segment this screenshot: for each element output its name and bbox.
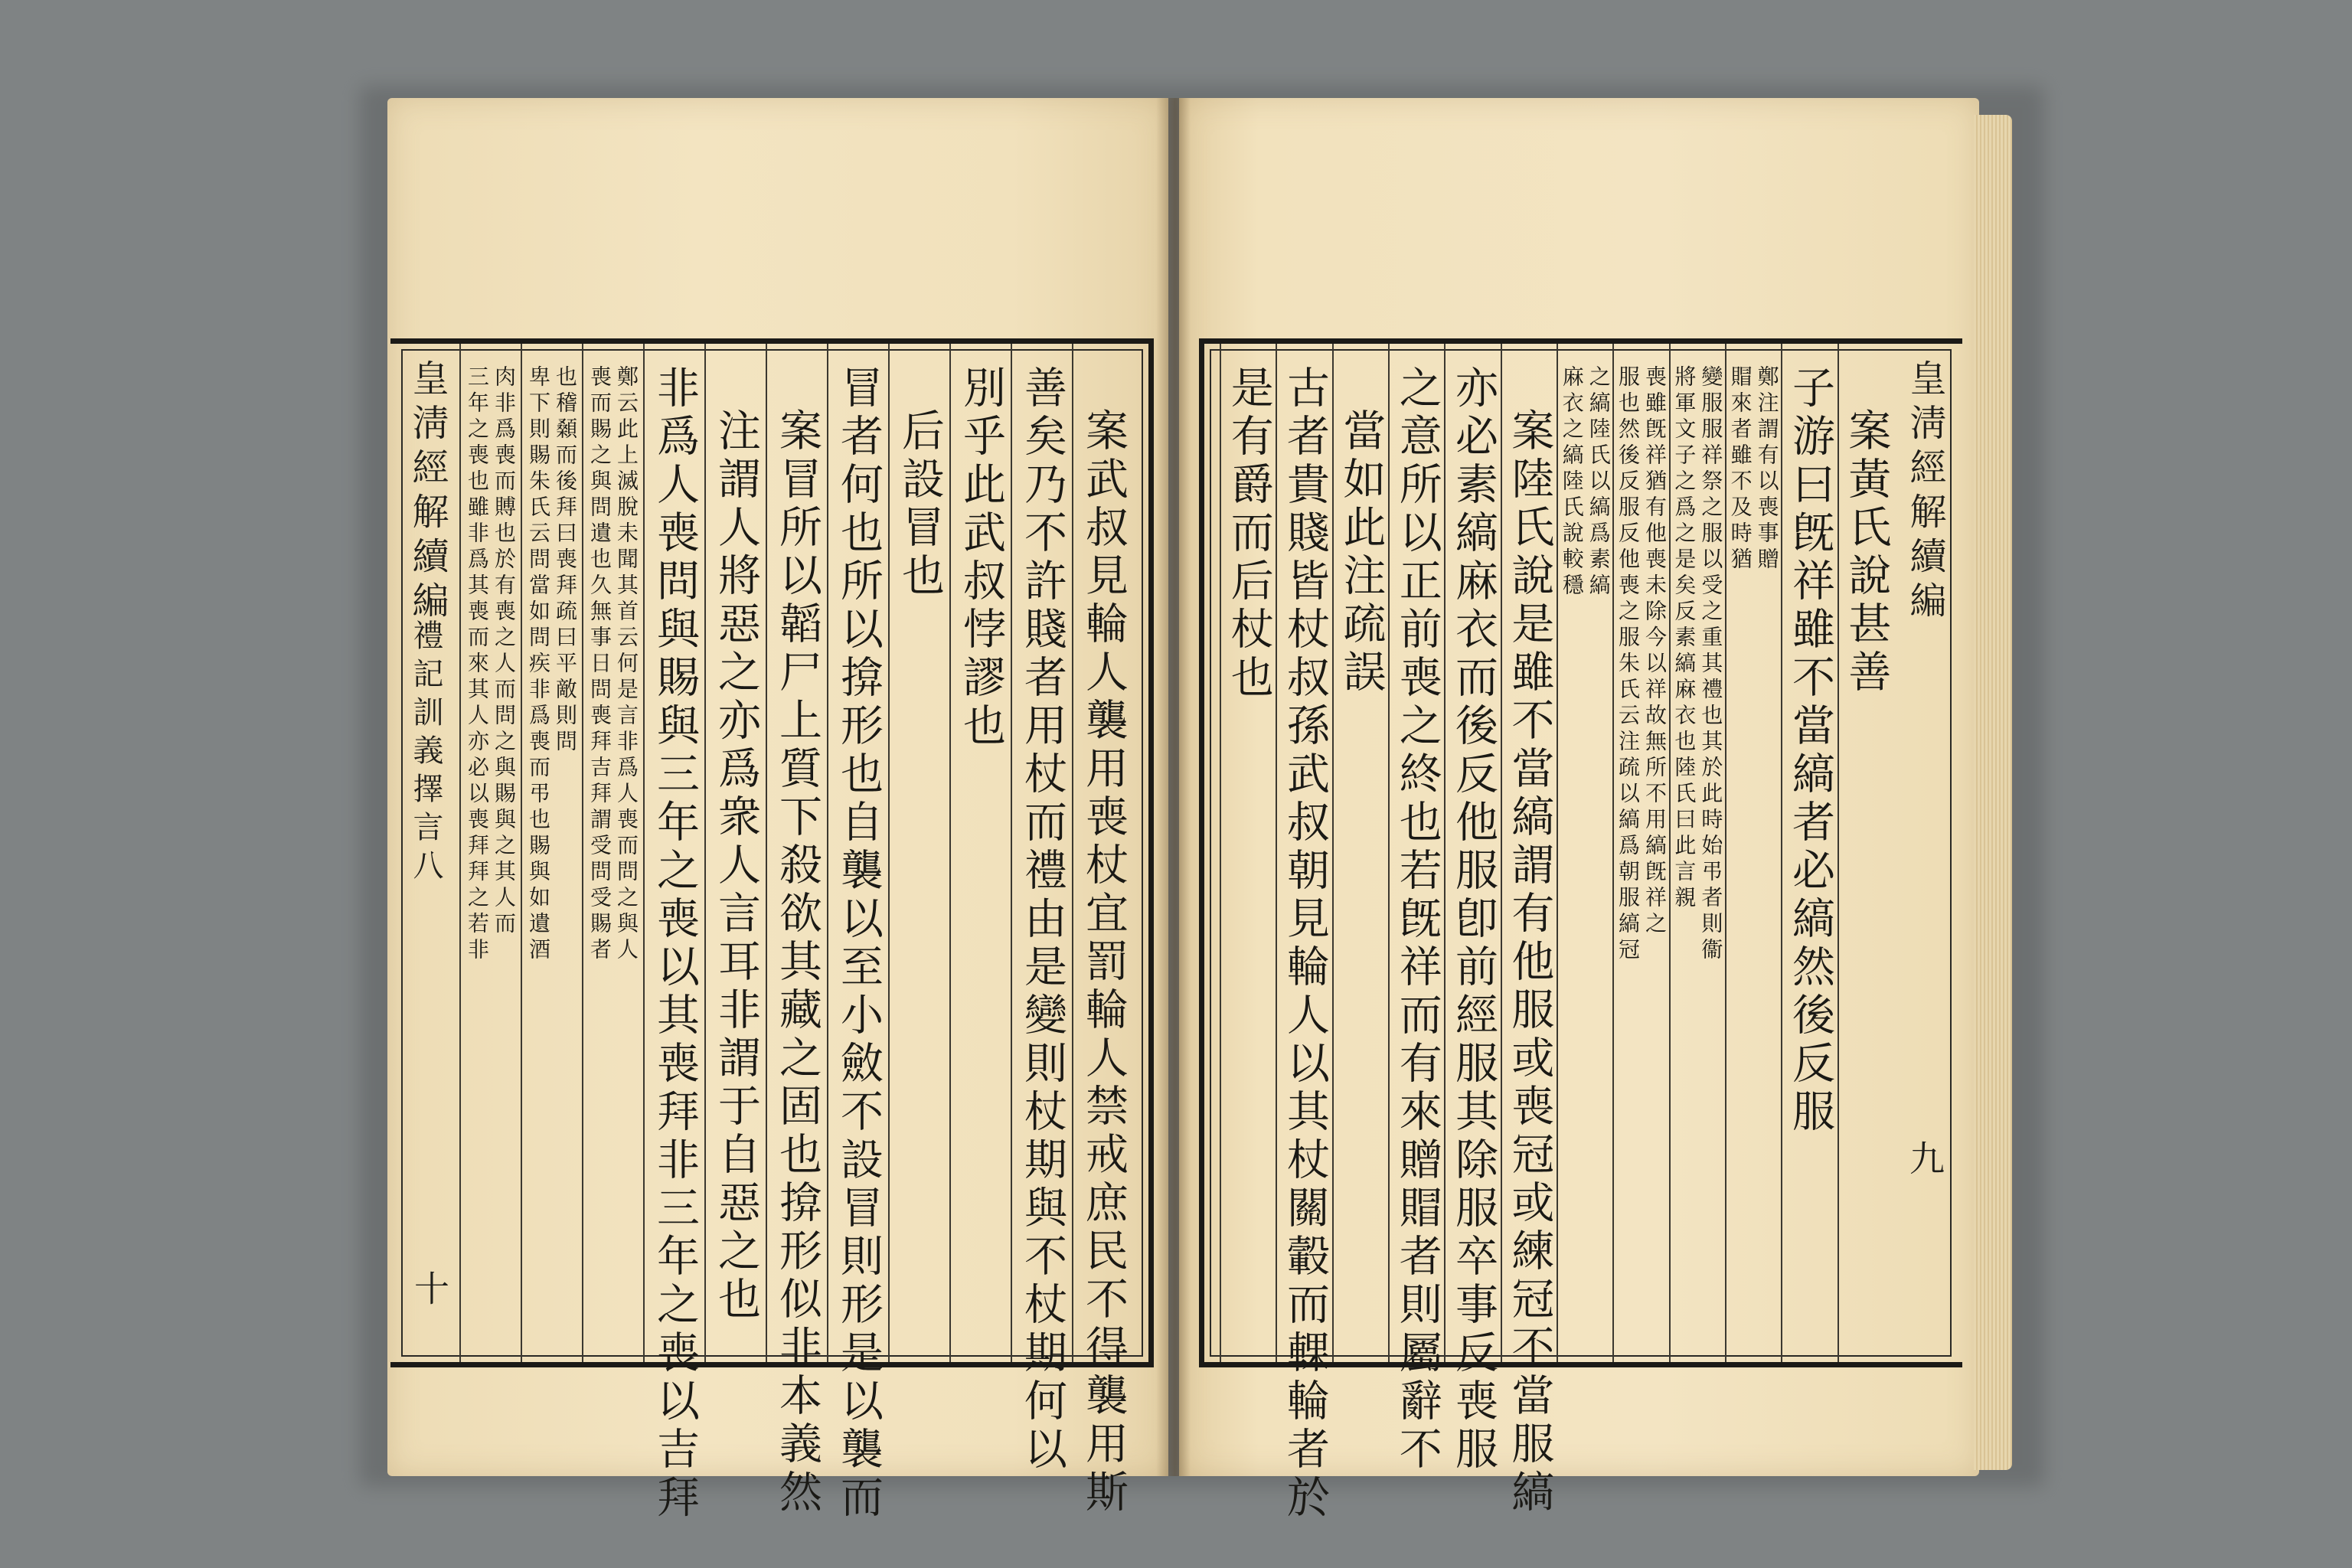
commentary-line: 鄭注謂有以喪事贈 <box>1754 365 1780 573</box>
text-column <box>766 344 827 1517</box>
text-column <box>704 344 766 1362</box>
text-column <box>1725 344 1781 1362</box>
commentary-line: 喪而賜之與問遺也久無事日問喪拜吉拜謂受問受賜者 <box>587 365 612 964</box>
main-text-line: 非爲人喪問與賜與三年之喪以其喪拜非三年之喪以吉拜 <box>650 365 700 1523</box>
main-text-line: 是有爵而后杖也 <box>1223 365 1274 703</box>
text-column <box>1220 344 1276 1362</box>
main-text-line: 案陸氏說是雖不當縞謂有他服或喪冠或練冠不當服縞 <box>1504 408 1555 1517</box>
text-column <box>1781 344 1837 1362</box>
left-chapter-label: 禮記訓義擇言八 <box>408 619 443 887</box>
main-text-line: 案冒所以韜尸上質下殺欲其藏之固也揜形似非本義然 <box>773 408 822 1517</box>
commentary-line: 鄭云此上滅脫未聞其首云何是言非爲人喪而問之與人 <box>614 365 639 964</box>
commentary-line: 變服服祥祭之服以受之重其禮也其於此時始弔者則衞 <box>1698 365 1724 964</box>
book-gutter <box>1156 98 1191 1476</box>
commentary-line: 之縞陸氏以縞爲素縞 <box>1586 365 1612 599</box>
text-column <box>521 344 582 1362</box>
commentary-line: 服也然後反服反他喪之服朱氏云注疏以縞爲朝服縞冠 <box>1615 365 1642 964</box>
text-column <box>1501 344 1557 1517</box>
text-column <box>1332 344 1388 1362</box>
main-text-line: 古者貴賤皆杖叔孫武叔朝見輪人以其杖關轂而輠輪者於 <box>1280 365 1331 1523</box>
text-column <box>459 344 521 1362</box>
main-text-line: 當如此注疏誤 <box>1336 408 1387 697</box>
commentary-line: 三年之喪也雖非爲其喪而來其人亦必以喪拜拜之若非 <box>465 365 490 964</box>
main-text-line: 注謂人將惡之亦爲衆人言耳非謂于自惡之也 <box>711 408 761 1325</box>
main-text-line: 子游曰旣祥雖不當縞者必縞然後反服 <box>1785 365 1835 1137</box>
text-column <box>1276 344 1331 1523</box>
commentary-line: 喪雖旣祥猶有他喪未除今以祥故無所不用縞旣祥之 <box>1642 365 1668 938</box>
right-margin-title: 皇淸經解續編 <box>1903 359 1946 626</box>
text-column <box>1669 344 1725 1362</box>
text-column <box>1557 344 1612 1362</box>
text-column <box>888 344 949 1362</box>
main-text-line: 案黃氏說甚善 <box>1841 408 1892 697</box>
right-text-columns <box>1220 344 1893 1523</box>
page-edges <box>1974 115 2012 1470</box>
text-column <box>643 344 704 1523</box>
text-column <box>1011 344 1072 1475</box>
left-margin-title: 皇淸經解續編 <box>406 359 449 626</box>
commentary-line: 肉非爲喪而賻也於有喪之人而問之與賜與之其人而 <box>492 365 517 938</box>
text-column <box>582 344 643 1362</box>
text-column <box>1838 344 1893 1362</box>
text-column <box>1388 344 1444 1475</box>
commentary-line: 賵來者雖不及時猶 <box>1727 365 1753 573</box>
text-column <box>1612 344 1668 1362</box>
text-column <box>1072 344 1133 1517</box>
commentary-line: 麻衣之縞陸氏說較穩 <box>1559 365 1585 599</box>
right-leaf-number: 九 <box>1904 1140 1945 1175</box>
text-column <box>949 344 1011 1362</box>
main-text-line: 冒者何也所以揜形也自襲以至小斂不設冒則形是以襲而 <box>834 365 884 1523</box>
left-text-columns <box>459 344 1133 1523</box>
left-leaf-number: 十 <box>409 1270 450 1305</box>
left-text-frame <box>390 338 1154 1523</box>
commentary-line: 卑下則賜朱氏云問當如問疾非爲喪而弔也賜與如遺酒 <box>526 365 551 964</box>
main-text-line: 案武叔見輪人襲用喪杖宜罰輪人禁戒庶民不得襲用斯 <box>1079 408 1129 1517</box>
main-text-line: 別乎此武叔悖謬也 <box>956 365 1006 751</box>
commentary-line: 將軍文子之爲之是矣反素縞麻衣也陸氏曰此言親 <box>1671 365 1697 912</box>
right-text-frame <box>1199 338 1962 1523</box>
text-column <box>827 344 888 1523</box>
main-text-line: 后設冒也 <box>895 408 945 601</box>
main-text-line: 亦必素縞麻衣而後反他服卽前經服其除服卒事反喪服 <box>1449 365 1499 1475</box>
commentary-line: 也稽顙而後拜曰喪拜疏曰平敵則問 <box>553 365 578 756</box>
text-column <box>1444 344 1500 1475</box>
main-text-line: 善矣乃不許賤者用杖而禮由是變則杖期與不杖期何以 <box>1018 365 1067 1475</box>
main-text-line: 之意所以正前喪之終也若旣祥而有來贈賵者則屬辭不 <box>1392 365 1442 1475</box>
